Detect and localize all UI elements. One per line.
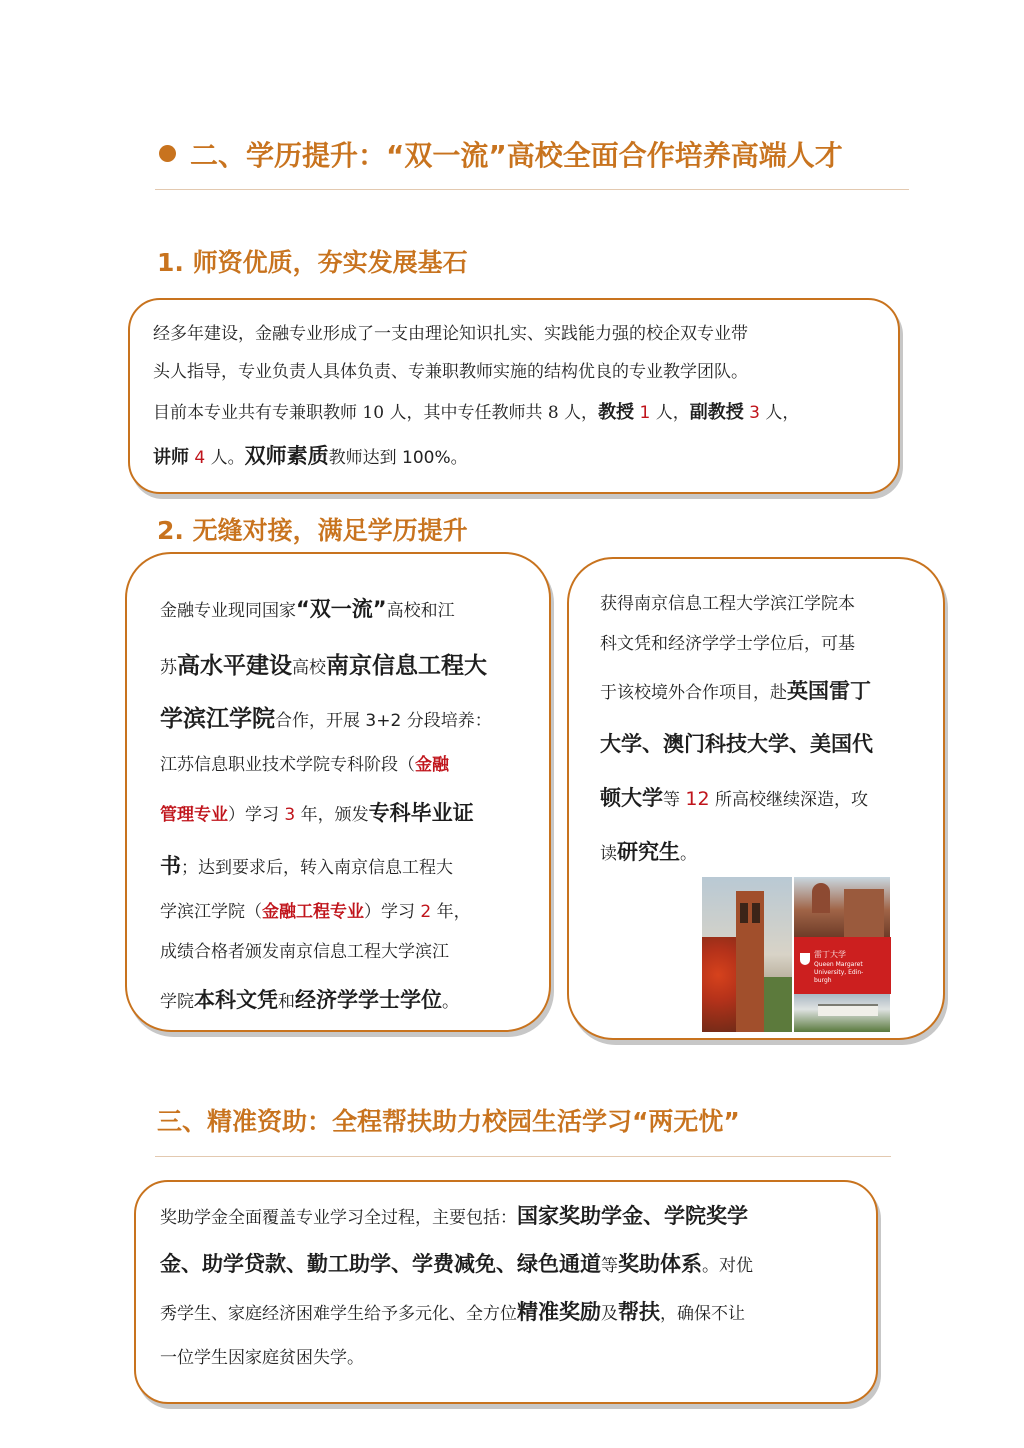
sub-2-title: 2. 无缝对接，满足学历提升 bbox=[157, 516, 468, 545]
overseas-line-5: 顿大学等 12 所高校继续深造，攻 bbox=[600, 786, 868, 810]
pathway-line-4: 江苏信息职业技术学院专科阶段（金融 bbox=[160, 755, 449, 775]
aid-line-1: 奖助学金全面覆盖专业学习全过程，主要包括：国家奖助学金、学院奖学 bbox=[160, 1204, 748, 1228]
university-logo-sub-2: University, Edin- bbox=[814, 969, 864, 976]
pathway-line-5: 管理专业）学习 3 年，颁发专科毕业证 bbox=[160, 801, 474, 825]
university-crest-icon bbox=[800, 953, 810, 965]
aid-line-2: 金、助学贷款、勤工助学、学费减免、绿色通道等奖助体系。对优 bbox=[160, 1252, 753, 1276]
pathway-line-7: 学滨江学院（金融工程专业）学习 2 年， bbox=[160, 902, 471, 922]
overseas-line-1: 获得南京信息工程大学滨江学院本 bbox=[600, 594, 855, 614]
pathway-line-9: 学院本科文凭和经济学学士学位。 bbox=[160, 988, 459, 1012]
section-3-divider bbox=[155, 1156, 891, 1157]
faculty-line-1: 经多年建设，金融专业形成了一支由理论知识扎实、实践能力强的校企双专业带 bbox=[153, 324, 748, 344]
sub-1-title: 1. 师资优质，夯实发展基石 bbox=[157, 248, 468, 277]
section-3-title: 三、精准资助：全程帮扶助力校园生活学习“两无忧” bbox=[157, 1107, 740, 1136]
university-logo-card bbox=[794, 937, 891, 994]
overseas-line-2: 科文凭和经济学学士学位后，可基 bbox=[600, 634, 855, 654]
faculty-line-3: 目前本专业共有专兼职教师 10 人，其中专任教师共 8 人，教授 1 人，副教授 3 人， bbox=[153, 402, 800, 423]
campus-photo-lawn bbox=[794, 994, 890, 1032]
campus-photo-tower bbox=[702, 877, 792, 1032]
overseas-line-6: 读研究生。 bbox=[600, 840, 697, 864]
section-2-title: 二、学历提升：“双一流”高校全面合作培养高端人才 bbox=[190, 139, 843, 172]
aid-line-3: 秀学生、家庭经济困难学生给予多元化、全方位精准奖励及帮扶，确保不让 bbox=[160, 1300, 745, 1324]
overseas-line-3: 于该校境外合作项目，赴英国雷丁 bbox=[600, 679, 871, 703]
pathway-line-3: 学滨江学院合作，开展 3+2 分段培养： bbox=[160, 706, 492, 732]
faculty-line-2: 头人指导，专业负责人具体负责、专兼职教师实施的结构优良的专业教学团队。 bbox=[153, 362, 748, 382]
pathway-line-1: 金融专业现同国家“双一流”高校和江 bbox=[160, 597, 455, 621]
pathway-line-8: 成绩合格者颁发南京信息工程大学滨江 bbox=[160, 942, 449, 962]
aid-line-4: 一位学生因家庭贫困失学。 bbox=[160, 1348, 364, 1368]
pathway-line-6: 书；达到要求后，转入南京信息工程大 bbox=[160, 854, 453, 878]
university-logo-sub-3: burgh bbox=[814, 977, 832, 984]
overseas-line-4: 大学、澳门科技大学、美国代 bbox=[600, 732, 873, 756]
section-2-divider bbox=[155, 189, 909, 190]
pathway-line-2: 苏高水平建设高校南京信息工程大 bbox=[160, 653, 487, 679]
university-logo-sub-1: Queen Margaret bbox=[814, 961, 863, 968]
faculty-line-4: 讲师 4 人。双师素质教师达到 100%。 bbox=[153, 444, 468, 468]
bullet-dot-icon bbox=[159, 145, 176, 162]
campus-photo-building bbox=[794, 877, 890, 937]
university-logo-name: 雷丁大学 bbox=[814, 950, 846, 959]
